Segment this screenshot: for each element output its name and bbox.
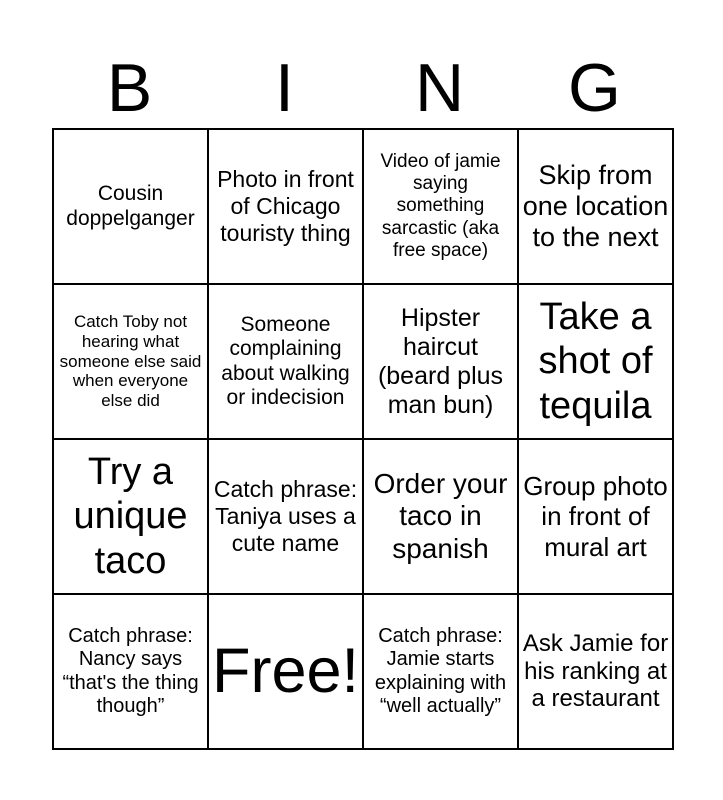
bingo-cell-text: Catch phrase: Jamie starts explaining with “well actually” — [374, 625, 507, 717]
board-row-4 — [53, 594, 673, 749]
bingo-cell[interactable] — [208, 439, 363, 594]
bingo-cell-text: Hipster haircut (beard plus man bun) — [377, 303, 504, 419]
bingo-cell-text: Catch phrase: Taniya uses a cute name — [213, 476, 358, 556]
bingo-cell-text: Catch Toby not hearing what someone else said when everyone else did — [59, 312, 202, 411]
bingo-cell[interactable] — [363, 129, 518, 284]
header-letter-i: I — [275, 50, 294, 126]
header-letter-b: B — [106, 50, 153, 126]
bingo-cell-text: Cousin doppelganger — [66, 182, 195, 230]
bingo-cell-text: Try a unique taco — [73, 451, 188, 582]
header-letter-g: G — [568, 50, 621, 126]
bingo-cell-text: Video of jamie saying something sarcastic (aka free space) — [380, 151, 501, 261]
bingo-board — [52, 128, 674, 750]
bingo-cell-text: Photo in front of Chicago touristy thing — [217, 166, 354, 246]
bingo-cell[interactable] — [208, 129, 363, 284]
bingo-cell[interactable] — [518, 439, 673, 594]
bingo-cell-text: Skip from one location to the next — [522, 159, 669, 253]
bingo-cell[interactable] — [53, 129, 208, 284]
board-row-3 — [53, 439, 673, 594]
bingo-cell-text: Group photo in front of mural art — [523, 471, 668, 562]
bingo-cell[interactable] — [518, 594, 673, 749]
bingo-cell[interactable] — [53, 284, 208, 439]
bingo-cell[interactable] — [53, 439, 208, 594]
bingo-cell-text: Someone complaining about walking or indecision — [221, 312, 350, 409]
bingo-cell-text: Catch phrase: Nancy says “that's the thing though” — [62, 625, 199, 717]
free-space-text: Free! — [212, 635, 360, 706]
bingo-cell[interactable] — [208, 284, 363, 439]
bingo-cell-text: Ask Jamie for his ranking at a restaurant — [522, 629, 669, 713]
bingo-cell-text: Take a shot of tequila — [538, 296, 653, 427]
bingo-cell[interactable] — [518, 284, 673, 439]
bingo-cell[interactable] — [363, 439, 518, 594]
board-row-1 — [53, 129, 673, 284]
bingo-cell[interactable] — [363, 594, 518, 749]
bingo-cell[interactable] — [518, 129, 673, 284]
bingo-cell-text: Order your taco in spanish — [373, 467, 508, 564]
header-letter-n: N — [414, 50, 465, 126]
bingo-header — [52, 48, 672, 128]
bingo-cell[interactable] — [53, 594, 208, 749]
board-row-2 — [53, 284, 673, 439]
bingo-cell[interactable] — [363, 284, 518, 439]
free-space-cell[interactable] — [208, 594, 363, 749]
